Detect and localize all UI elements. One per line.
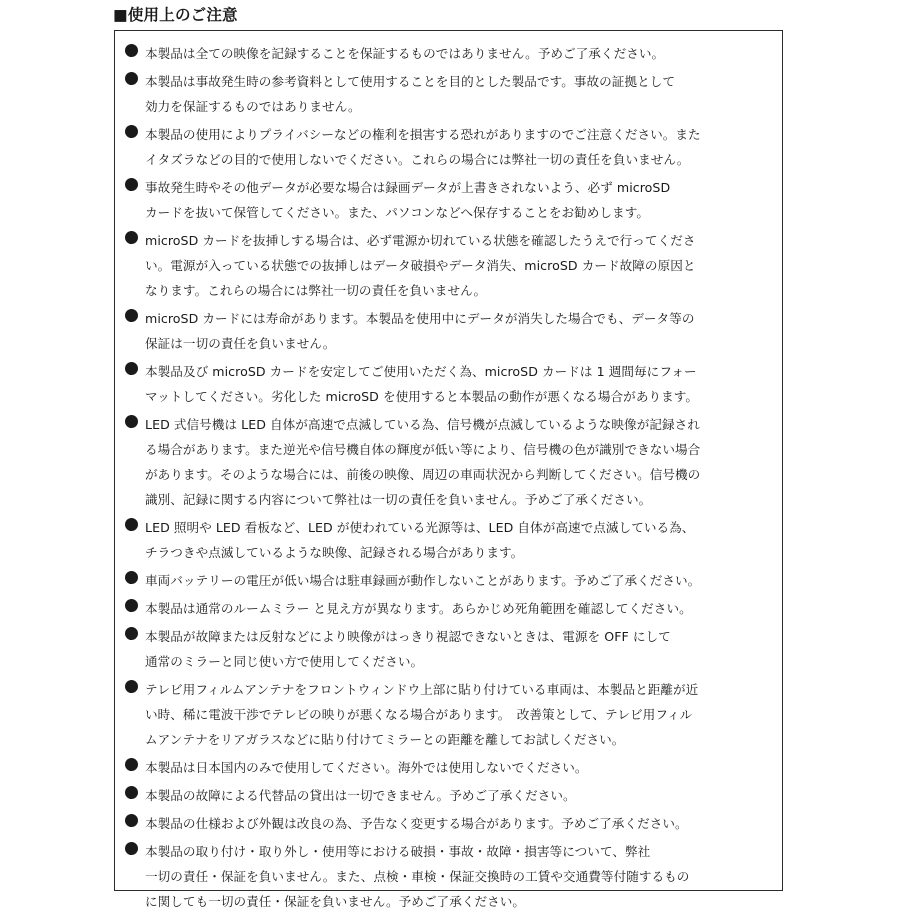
note-line: 本製品の取り付け・取り外し・使用等における破損・事故・故障・損害等について、弊社 (145, 844, 651, 859)
note-line: なります。これらの場合には弊社一切の責任を負いません。 (145, 283, 487, 298)
bullet-icon (125, 518, 138, 531)
list-item (125, 624, 777, 674)
note-line: 本製品は事故発生時の参考資料として使用することを目的とした製品です。事故の証拠として (145, 74, 676, 89)
bullet-icon (125, 309, 138, 322)
list-item (125, 515, 777, 565)
note-line: 本製品の故障による代替品の貸出は一切できません。予めご了承ください。 (145, 788, 576, 803)
bullet-icon (125, 627, 138, 640)
bullet-icon (125, 786, 138, 799)
note-line: 一切の責任・保証を負いません。また、点検・車検・保証交換時の工賃や交通費等付随するもの (145, 869, 690, 884)
bullet-icon (125, 571, 138, 584)
note-line: 車両バッテリーの電圧が低い場合は駐車録画が動作しないことがあります。予めご了承ください。 (145, 573, 701, 588)
list-item (125, 41, 777, 66)
note-line: があります。そのような場合には、前後の映像、周辺の車両状況から判断してください。信号機の (145, 467, 701, 482)
list-item (125, 306, 777, 356)
note-line: る場合があります。また逆光や信号機自体の輝度が低い等により、信号機の色が識別できない場合 (145, 442, 701, 457)
notice-box (114, 30, 783, 909)
bullet-icon (125, 231, 138, 244)
note-line: 本製品及び microSD カードを安定してご使用いただく為、microSD カードは 1 週間毎にフォー (145, 364, 697, 379)
note-line: LED 式信号機は LED 自体が高速で点滅している為、信号機が点滅しているような映像が記録され (145, 417, 700, 432)
list-item (125, 811, 777, 836)
note-line: 通常のミラーと同じ使い方で使用してください。 (145, 654, 424, 669)
note-line: microSD カードには寿命があります。本製品を使用中にデータが消失した場合でも、データ等の (145, 311, 695, 326)
note-line: 効力を保証するものではありません。 (145, 99, 361, 114)
list-item (125, 122, 777, 172)
note-line: テレビ用フィルムアンテナをフロントウィンドウ上部に貼り付けている車両は、本製品と距離が近 (145, 682, 699, 697)
note-line: ムアンテナをリアガラスなどに貼り付けてミラーとの距離を離してお試しください。 (145, 732, 625, 747)
bullet-icon (125, 44, 138, 57)
note-line: 本製品の使用によりプライバシーなどの権利を損害する恐れがありますのでご注意ください。また (145, 127, 701, 142)
note-line: 本製品が故障または反射などにより映像がはっきり視認できないときは、電源を OFF にして (145, 629, 671, 644)
note-line: チラつきや点滅しているような映像、記録される場合があります。 (145, 545, 524, 560)
bullet-icon (125, 599, 138, 612)
bullet-icon (125, 680, 138, 693)
section-title: ■使用上のご注意 (113, 6, 238, 24)
bullet-icon (125, 362, 138, 375)
list-item (125, 783, 777, 808)
list-item (125, 596, 777, 621)
note-line: 識別、記録に関する内容について弊社は一切の責任を負いません。予めご了承ください。 (145, 492, 652, 507)
list-item (125, 677, 777, 752)
note-line: microSD カードを抜挿しする場合は、必ず電源か切れている状態を確認したうえで行ってくださ (145, 233, 696, 248)
notes-list (125, 41, 777, 917)
bullet-icon (125, 415, 138, 428)
list-item (125, 839, 777, 914)
list-item (125, 359, 777, 409)
list-item (125, 175, 777, 225)
note-line: LED 照明や LED 看板など、LED が使われている光源等は、LED 自体が高速で点滅している為、 (145, 520, 695, 535)
bullet-icon (125, 814, 138, 827)
list-item (125, 568, 777, 593)
note-line: 保証は一切の責任を負いません。 (145, 336, 336, 351)
list-item (125, 69, 777, 119)
note-line: に関しても一切の責任・保証を負いません。予めご了承ください。 (145, 894, 526, 909)
bullet-icon (125, 178, 138, 191)
note-line: い。電源が入っている状態での抜挿しはデータ破損やデータ消失、microSD カード故障の原因と (145, 258, 696, 273)
bullet-icon (125, 842, 138, 855)
note-line: マットしてください。劣化した microSD を使用すると本製品の動作が悪くなる場合があります。 (145, 389, 699, 404)
note-line: 本製品は通常のルームミラー と見え方が異なります。あらかじめ死角範囲を確認してください。 (145, 601, 692, 616)
note-line: 本製品の仕様および外観は改良の為、予告なく変更する場合があります。予めご了承ください。 (145, 816, 688, 831)
note-line: 本製品は日本国内のみで使用してください。海外では使用しないでください。 (145, 760, 588, 775)
note-line: 事故発生時やその他データが必要な場合は録画データが上書きされないよう、必ず microSD (145, 180, 671, 195)
note-line: カードを抜いて保管してください。また、パソコンなどへ保存することをお勧めします。 (145, 205, 649, 220)
note-line: い時、稀に電波干渉でテレビの映りが悪くなる場合があります。 改善策として、テレビ用フィル (145, 707, 693, 722)
bullet-icon (125, 758, 138, 771)
list-item (125, 412, 777, 512)
list-item (125, 755, 777, 780)
note-line: 本製品は全ての映像を記録することを保証するものではありません。予めご了承ください。 (145, 46, 665, 61)
note-line: イタズラなどの目的で使用しないでください。これらの場合には弊社一切の責任を負いません。 (145, 152, 690, 167)
bullet-icon (125, 125, 138, 138)
bullet-icon (125, 72, 138, 85)
list-item (125, 228, 777, 303)
